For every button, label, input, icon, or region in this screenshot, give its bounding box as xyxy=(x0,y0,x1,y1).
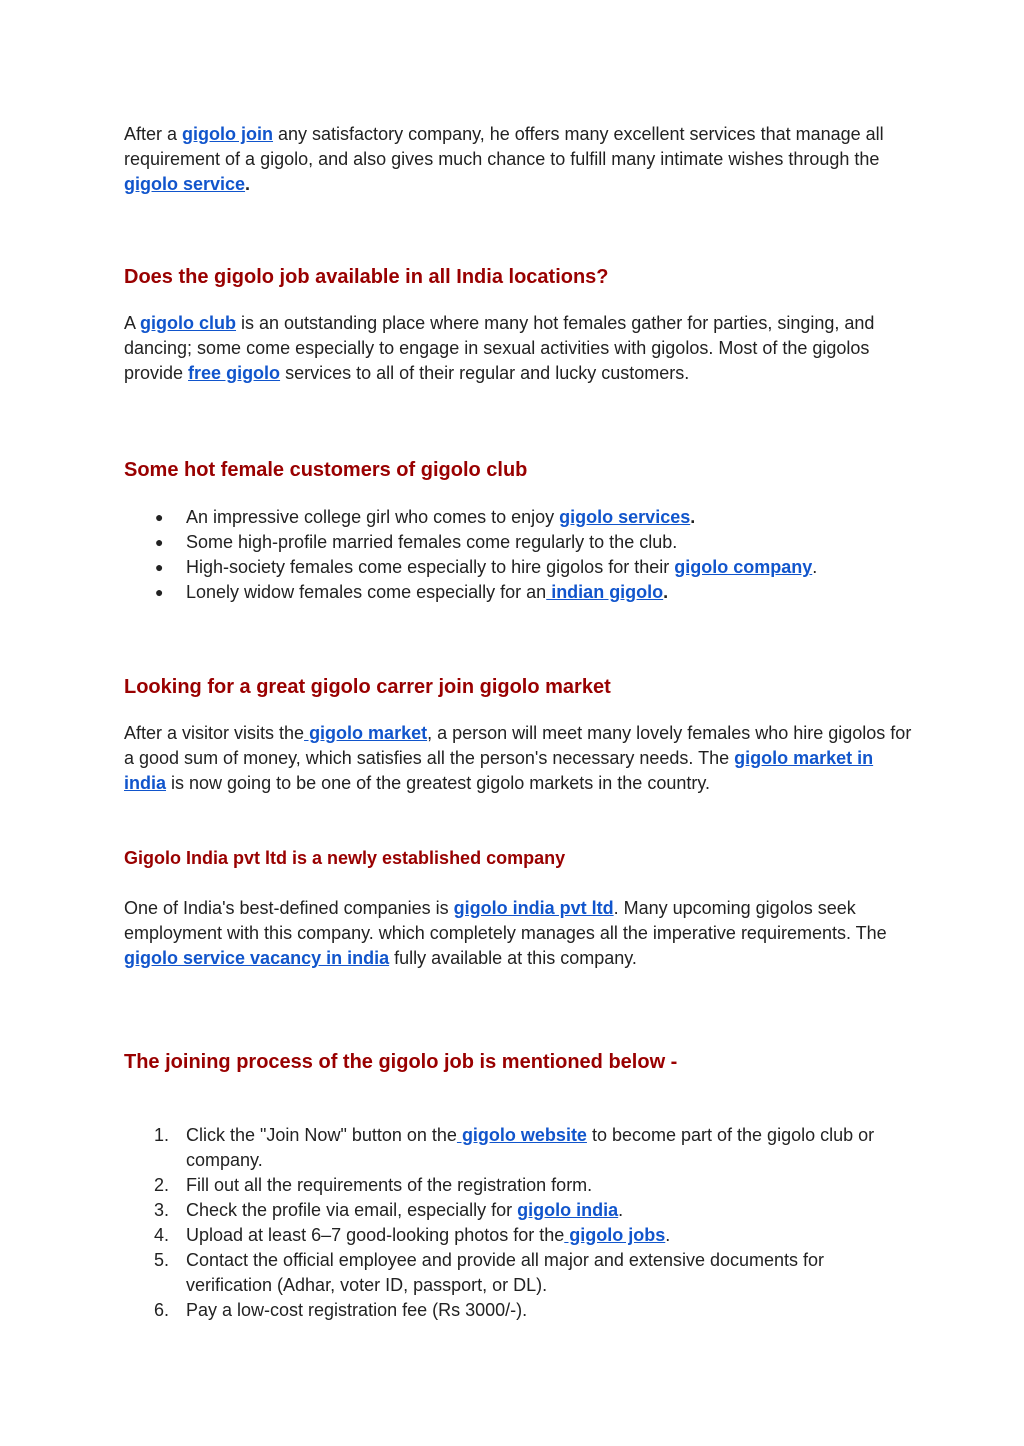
section3-text-2: , a person will meet many lovely females who hire gigolos for a good sum of money, which satisfies all the person's necessary needs. The xyxy=(124,723,912,768)
section2-heading-block xyxy=(124,457,914,483)
list-item xyxy=(124,1298,914,1323)
section3-paragraph xyxy=(124,721,914,796)
section4-block xyxy=(124,896,914,971)
intro-block xyxy=(124,122,914,197)
section1-heading-block xyxy=(124,264,914,290)
section1-paragraph xyxy=(124,311,914,386)
list-item xyxy=(124,580,914,605)
section1-block xyxy=(124,311,914,386)
section1-heading: Does the gigolo job available in all India locations? xyxy=(124,266,609,288)
step-number: 2. xyxy=(154,1175,170,1195)
bullet-marker: ● xyxy=(155,584,164,600)
list-item-after: . xyxy=(663,582,669,602)
section3-text-1: After a visitor visits the xyxy=(124,723,305,743)
step-number: 4. xyxy=(154,1225,170,1245)
section3-text-3: is now going to be one of the greatest gigolo markets in the country. xyxy=(166,773,711,793)
gigolo-join-link[interactable]: gigolo join xyxy=(182,124,274,144)
section4-text-2: . Many upcoming gigolos seek employment with this company. which completely manages all the imperative requirements. The xyxy=(124,898,887,943)
intro-text-2: any satisfactory company, he offers many excellent services that manage all requirement of a gigolo, and also gives much chance to fulfill many intimate wishes through the xyxy=(124,124,884,169)
list-item-after: to become part of the gigolo club or company. xyxy=(186,1125,875,1170)
list-item-text: Click the "Join Now" button on the xyxy=(186,1125,457,1145)
intro-paragraph xyxy=(124,122,914,197)
gigolo-service-vacancy-link[interactable]: gigolo service vacancy in india xyxy=(124,948,390,968)
list-item-text: Contact the official employee and provide all major and extensive documents for verification (Adhar, voter ID, passport, or DL). xyxy=(186,1250,825,1295)
section5-list-block xyxy=(124,1123,914,1323)
list-item-text: Lonely widow females come especially for an xyxy=(186,582,547,602)
gigolo-services-link[interactable]: gigolo services xyxy=(559,507,691,527)
section4-heading: Gigolo India pvt ltd is a newly established company xyxy=(124,848,566,868)
joining-steps-list xyxy=(124,1123,914,1323)
list-item-after: . xyxy=(665,1225,671,1245)
section5-heading-block xyxy=(124,1049,914,1075)
list-item-text: An impressive college girl who comes to enjoy xyxy=(186,507,560,527)
gigolo-india-pvt-ltd-link[interactable]: gigolo india pvt ltd xyxy=(453,898,614,918)
step-number: 1. xyxy=(154,1125,170,1145)
section5-heading: The joining process of the gigolo job is mentioned below - xyxy=(124,1051,678,1073)
step-number: 5. xyxy=(154,1250,170,1270)
list-item-text: Pay a low-cost registration fee (Rs 3000/-). xyxy=(186,1300,528,1320)
section3-heading-block xyxy=(124,674,914,700)
list-item-after: . xyxy=(690,507,696,527)
section4-heading-block xyxy=(124,846,914,870)
list-item-text: High-society females come especially to hire gigolos for their xyxy=(186,557,675,577)
gigolo-jobs-link[interactable]: gigolo jobs xyxy=(564,1225,666,1245)
list-item-text: Fill out all the requirements of the registration form. xyxy=(186,1175,593,1195)
indian-gigolo-link[interactable]: indian gigolo xyxy=(546,582,664,602)
step-number: 6. xyxy=(154,1300,170,1320)
list-item xyxy=(124,530,914,555)
list-item xyxy=(124,1248,914,1298)
customers-bullet-list xyxy=(124,505,914,605)
gigolo-club-link[interactable]: gigolo club xyxy=(140,313,237,333)
gigolo-market-link[interactable]: gigolo market xyxy=(304,723,428,743)
list-item xyxy=(124,1173,914,1198)
step-number: 3. xyxy=(154,1200,170,1220)
bullet-marker: ● xyxy=(155,509,164,525)
section1-text-3: services to all of their regular and lucky customers. xyxy=(280,363,690,383)
list-item xyxy=(124,1223,914,1248)
free-gigolo-link[interactable]: free gigolo xyxy=(188,363,281,383)
bullet-marker: ● xyxy=(155,559,164,575)
list-item-after: . xyxy=(618,1200,624,1220)
list-item-text: Some high-profile married females come regularly to the club. xyxy=(186,532,678,552)
section3-heading: Looking for a great gigolo carrer join gigolo market xyxy=(124,676,611,698)
list-item-text: Upload at least 6–7 good-looking photos for the xyxy=(186,1225,565,1245)
intro-text-1: After a xyxy=(124,124,183,144)
section4-paragraph xyxy=(124,896,914,971)
section4-text-3: fully available at this company. xyxy=(389,948,637,968)
list-item xyxy=(124,555,914,580)
bullet-marker: ● xyxy=(155,534,164,550)
section2-heading: Some hot female customers of gigolo club xyxy=(124,459,528,481)
gigolo-service-link[interactable]: gigolo service xyxy=(124,174,246,194)
section1-text-2: is an outstanding place where many hot females gather for parties, singing, and dancing; some come especially to engage in sexual activities with gigolos. Most of the gigolos provide xyxy=(124,313,875,383)
list-item-text: Check the profile via email, especially for xyxy=(186,1200,518,1220)
gigolo-website-link[interactable]: gigolo website xyxy=(456,1125,587,1145)
section4-text-1: One of India's best-defined companies is xyxy=(124,898,454,918)
gigolo-india-link[interactable]: gigolo india xyxy=(517,1200,619,1220)
list-item xyxy=(124,1123,914,1173)
section1-text-1: A xyxy=(124,313,141,333)
list-item-after: . xyxy=(812,557,818,577)
list-item xyxy=(124,505,914,530)
section3-block xyxy=(124,721,914,796)
section2-list-block xyxy=(124,505,914,605)
intro-text-3: . xyxy=(245,174,251,194)
gigolo-market-in-india-link[interactable]: gigolo market in india xyxy=(124,748,874,793)
list-item xyxy=(124,1198,914,1223)
gigolo-company-link[interactable]: gigolo company xyxy=(674,557,813,577)
